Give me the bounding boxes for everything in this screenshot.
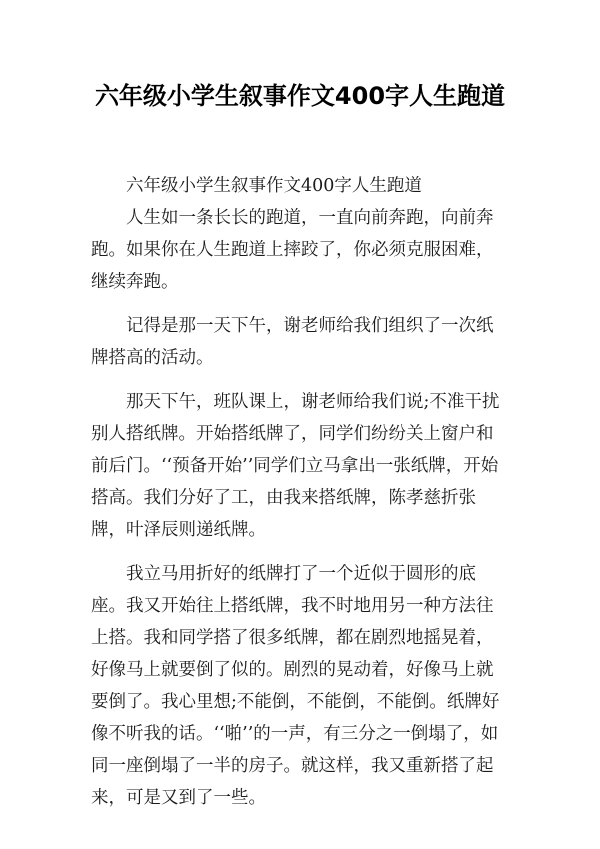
- paragraph-3: 那天下午，班队课上，谢老师给我们说;不准干扰别人搭纸牌。开始搭纸牌了，同学们纷纷关上窗户和前后门。‘‘预备开始’’同学们立马拿出一张纸牌，开始搭高。我们分好了工，由我来搭纸牌，陈孝慈折张牌，叶泽辰则递纸牌。: [91, 392, 500, 540]
- paragraph-2: 记得是那一天下午，谢老师给我们组织了一次纸牌搭高的活动。: [91, 316, 494, 368]
- document-title: 六年级小学生叙事作文400字人生跑道: [94, 82, 506, 110]
- paragraph-1: 人生如一条长长的跑道，一直向前奔跑，向前奔跑。如果你在人生跑道上摔跤了，你必须克服困难，继续奔跑。: [91, 208, 494, 292]
- paragraph-4: 我立马用折好的纸牌打了一个近似于圆形的底座。我又开始往上搭纸牌，我不时地用另一种方法往上搭。我和同学搭了很多纸牌，都在剧烈地摇晃着，好像马上就要倒了似的。剧烈的晃动着，好像马上就要倒了。我心里想;不能倒，不能倒，不能倒。纸牌好像不听我的话。‘‘啪’’的一声，有三分之一倒塌了，如同一座倒塌了一半的房子。就这样，我又重新搭了起来，可是又到了一些。: [91, 564, 500, 808]
- essay-subtitle: 六年级小学生叙事作文400字人生跑道: [126, 176, 422, 196]
- document-body: [91, 170, 509, 826]
